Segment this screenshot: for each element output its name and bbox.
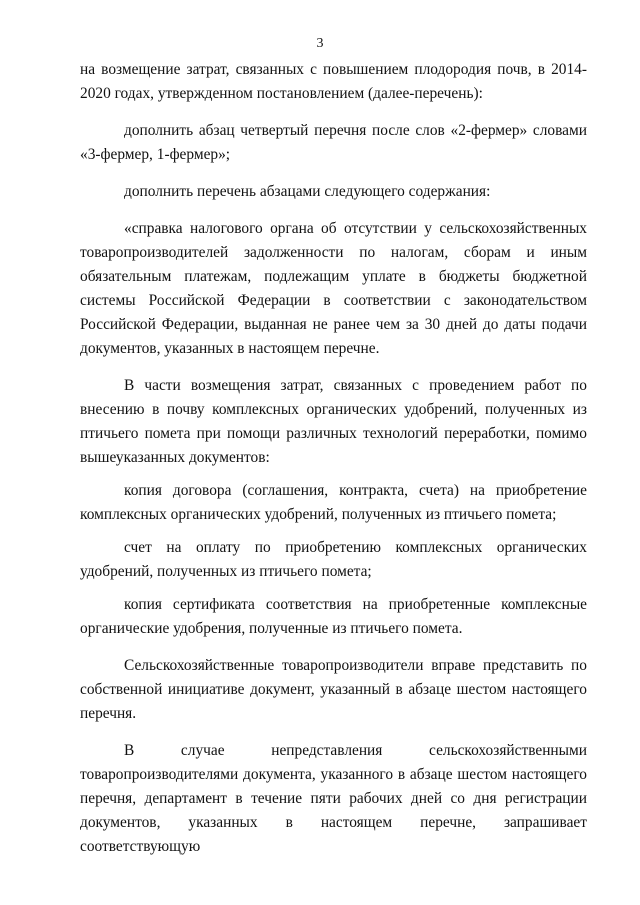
- paragraph-contract-copy: копия договора (соглашения, контракта, счета) на приобретение комплексных органических удобрений, полученных из птичьего помета;: [80, 482, 587, 523]
- paragraph-invoice: счет на оплату по приобретению комплексных органических удобрений, полученных из птичьего помета;: [80, 539, 587, 580]
- paragraph-amend-abzac: дополнить абзац четвертый перечня после слов «2-фермер» словами «3-фермер, 1-фермер»;: [80, 122, 587, 163]
- paragraph-organic-fertilizer: В части возмещения затрат, связанных с проведением работ по внесению в почву комплексных органических удобрений, полученных из птичьего помета при помощи различных технологий переработки, помимо вышеуказанных документов:: [80, 377, 587, 466]
- paragraph-own-initiative: Сельскохозяйственные товаропроизводители вправе представить по собственной инициативе документ, указанный в абзаце шестом настоящего перечня.: [80, 657, 587, 722]
- paragraph-non-submission: В случае непредставления сельскохозяйственными товаропроизводителями документа, указанного в абзаце шестом настоящего перечня, департамент в течение пяти рабочих дней со дня регистрации документов, указанных в настоящем перечне, запрашивает соответствующую: [80, 742, 587, 855]
- paragraph-intro: на возмещение затрат, связанных с повышением плодородия почв, в 2014-2020 годах, утвержденном постановлением (далее-перечень):: [80, 61, 587, 102]
- paragraph-amend-list: дополнить перечень абзацами следующего содержания:: [124, 183, 491, 200]
- paragraph-tax-certificate: «справка налогового органа об отсутствии у сельскохозяйственных товаропроизводителей задолженности по налогам, сборам и иным обязательным платежам, подлежащим уплате в бюджеты бюджетной системы Российской Федерации в соответствии с законодательством Российской Федерации, выданная не ранее чем за 30 дней до даты подачи документов, указанных в настоящем перечне.: [80, 220, 587, 357]
- document-body: [80, 58, 587, 859]
- paragraph-certificate-copy: копия сертификата соответствия на приобретенные комплексные органические удобрения, полученные из птичьего помета.: [80, 596, 587, 637]
- page-number: 3: [316, 36, 324, 51]
